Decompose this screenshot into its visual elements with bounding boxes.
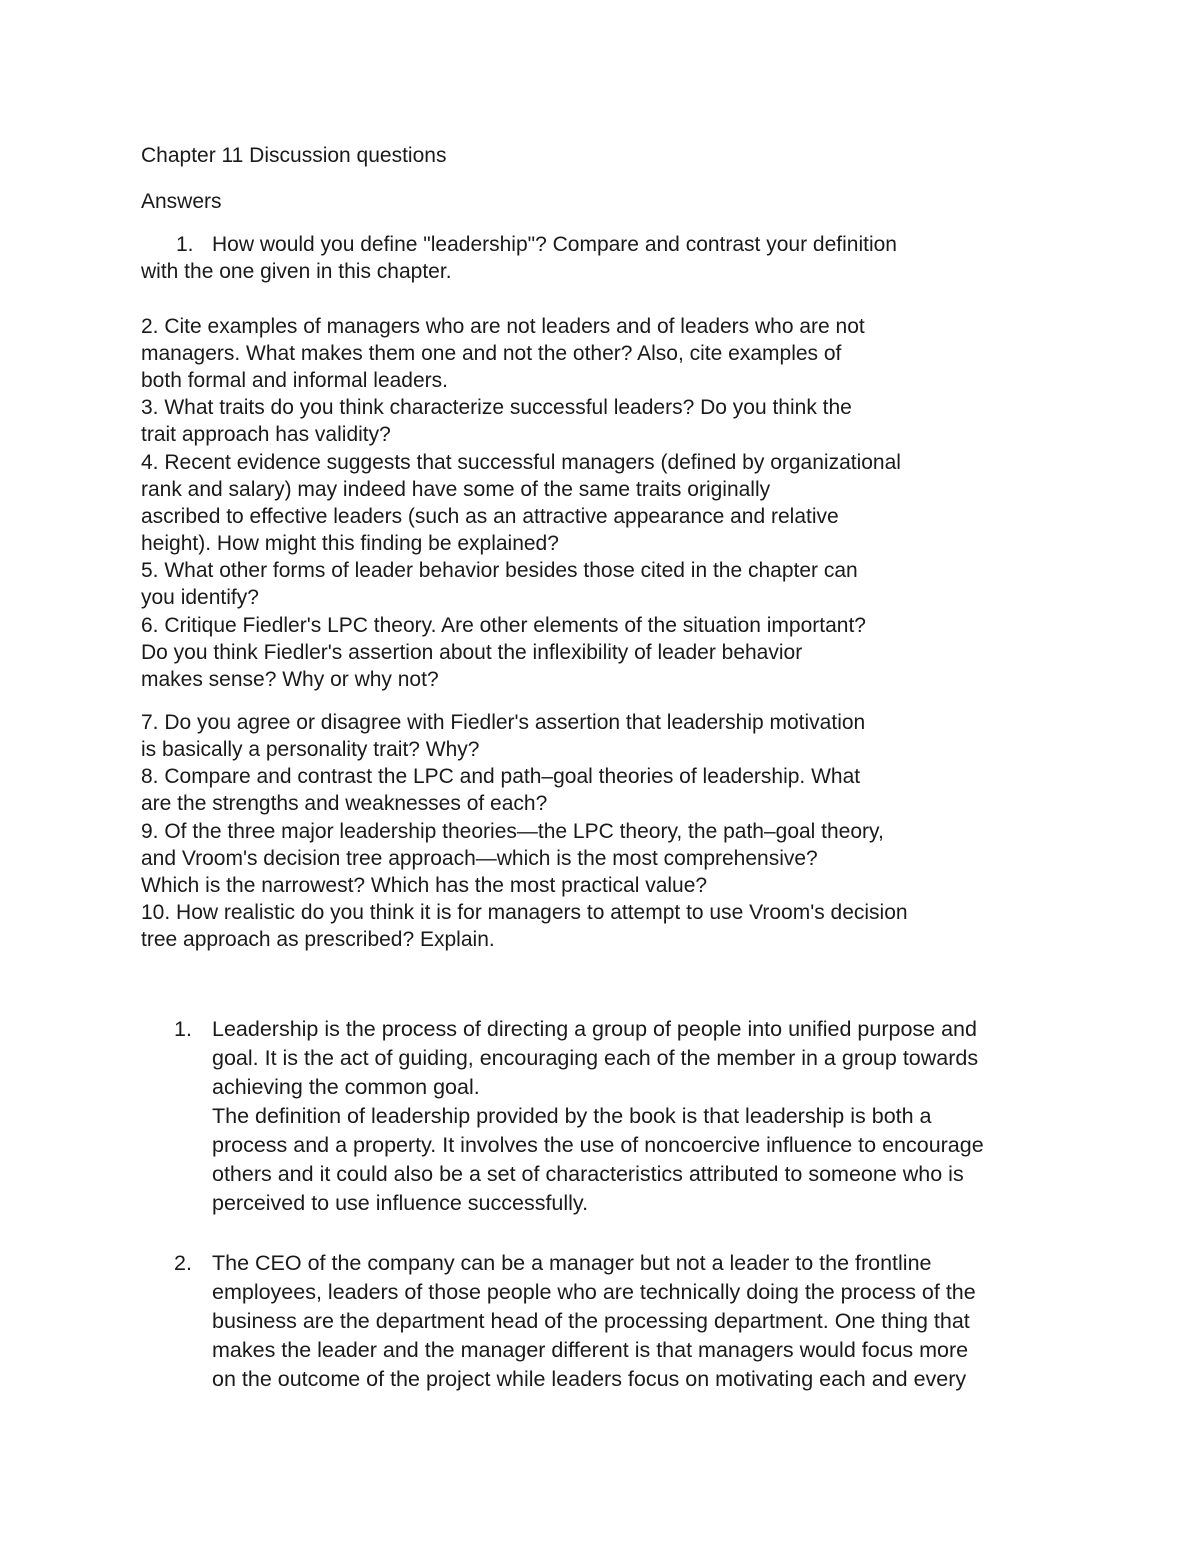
question-8-line-1: 8. Compare and contrast the LPC and path–goal theories of leadership. What [141, 765, 861, 788]
question-4-line-3: ascribed to effective leaders (such as an attractive appearance and relative [141, 505, 839, 528]
page-title: Chapter 11 Discussion questions [141, 144, 447, 167]
answer-1-line-5: process and a property. It involves the use of noncoercive influence to encourage [212, 1133, 984, 1157]
question-3-line-1: 3. What traits do you think characterize successful leaders? Do you think the [141, 396, 852, 419]
answer-2-number: 2. [174, 1251, 192, 1275]
answer-2-line-1: The CEO of the company can be a manager but not a leader to the frontline [212, 1251, 932, 1275]
answer-1-number: 1. [174, 1017, 192, 1041]
question-2-line-3: both formal and informal leaders. [141, 369, 448, 392]
answer-1-line-3: achieving the common goal. [212, 1075, 480, 1099]
question-7-line-1: 7. Do you agree or disagree with Fiedler's assertion that leadership motivation [141, 711, 866, 734]
question-7-line-2: is basically a personality trait? Why? [141, 738, 480, 761]
question-9-line-3: Which is the narrowest? Which has the most practical value? [141, 874, 708, 897]
question-10-line-1: 10. How realistic do you think it is for managers to attempt to use Vroom's decision [141, 901, 908, 924]
question-10-line-2: tree approach as prescribed? Explain. [141, 928, 495, 951]
question-6-line-2: Do you think Fiedler's assertion about the inflexibility of leader behavior [141, 641, 803, 664]
question-2-line-1: 2. Cite examples of managers who are not leaders and of leaders who are not [141, 315, 865, 338]
answers-heading: Answers [141, 190, 222, 213]
answer-1-line-7: perceived to use influence successfully. [212, 1191, 589, 1215]
question-9-line-1: 9. Of the three major leadership theories—the LPC theory, the path–goal theory, [141, 820, 884, 843]
question-3-line-2: trait approach has validity? [141, 423, 391, 446]
question-4-line-1: 4. Recent evidence suggests that successful managers (defined by organizational [141, 451, 901, 474]
question-6-line-1: 6. Critique Fiedler's LPC theory. Are other elements of the situation important? [141, 614, 866, 637]
question-1-line-2: with the one given in this chapter. [141, 260, 452, 283]
answer-1-line-2: goal. It is the act of guiding, encouraging each of the member in a group towards [212, 1046, 979, 1070]
question-5-line-1: 5. What other forms of leader behavior besides those cited in the chapter can [141, 559, 858, 582]
answer-1-line-4: The definition of leadership provided by the book is that leadership is both a [212, 1104, 932, 1128]
question-4-line-2: rank and salary) may indeed have some of the same traits originally [141, 478, 771, 501]
question-6-line-3: makes sense? Why or why not? [141, 668, 439, 691]
answer-2-line-5: on the outcome of the project while leaders focus on motivating each and every [212, 1367, 967, 1391]
question-2-line-2: managers. What makes them one and not the other? Also, cite examples of [141, 342, 842, 365]
question-1-line-1: How would you define "leadership"? Compare and contrast your definition [212, 233, 897, 256]
answer-1-line-6: others and it could also be a set of characteristics attributed to someone who is [212, 1162, 964, 1186]
question-9-line-2: and Vroom's decision tree approach—which is the most comprehensive? [141, 847, 818, 870]
answer-2-line-2: employees, leaders of those people who are technically doing the process of the [212, 1280, 976, 1304]
question-5-line-2: you identify? [141, 586, 259, 609]
question-1-number: 1. [176, 233, 194, 256]
answer-2-line-4: makes the leader and the manager different is that managers would focus more [212, 1338, 969, 1362]
question-4-line-4: height). How might this finding be explained? [141, 532, 559, 555]
answer-1-line-1: Leadership is the process of directing a group of people into unified purpose and [212, 1017, 977, 1041]
answer-2-line-3: business are the department head of the processing department. One thing that [212, 1309, 970, 1333]
question-8-line-2: are the strengths and weaknesses of each? [141, 792, 548, 815]
